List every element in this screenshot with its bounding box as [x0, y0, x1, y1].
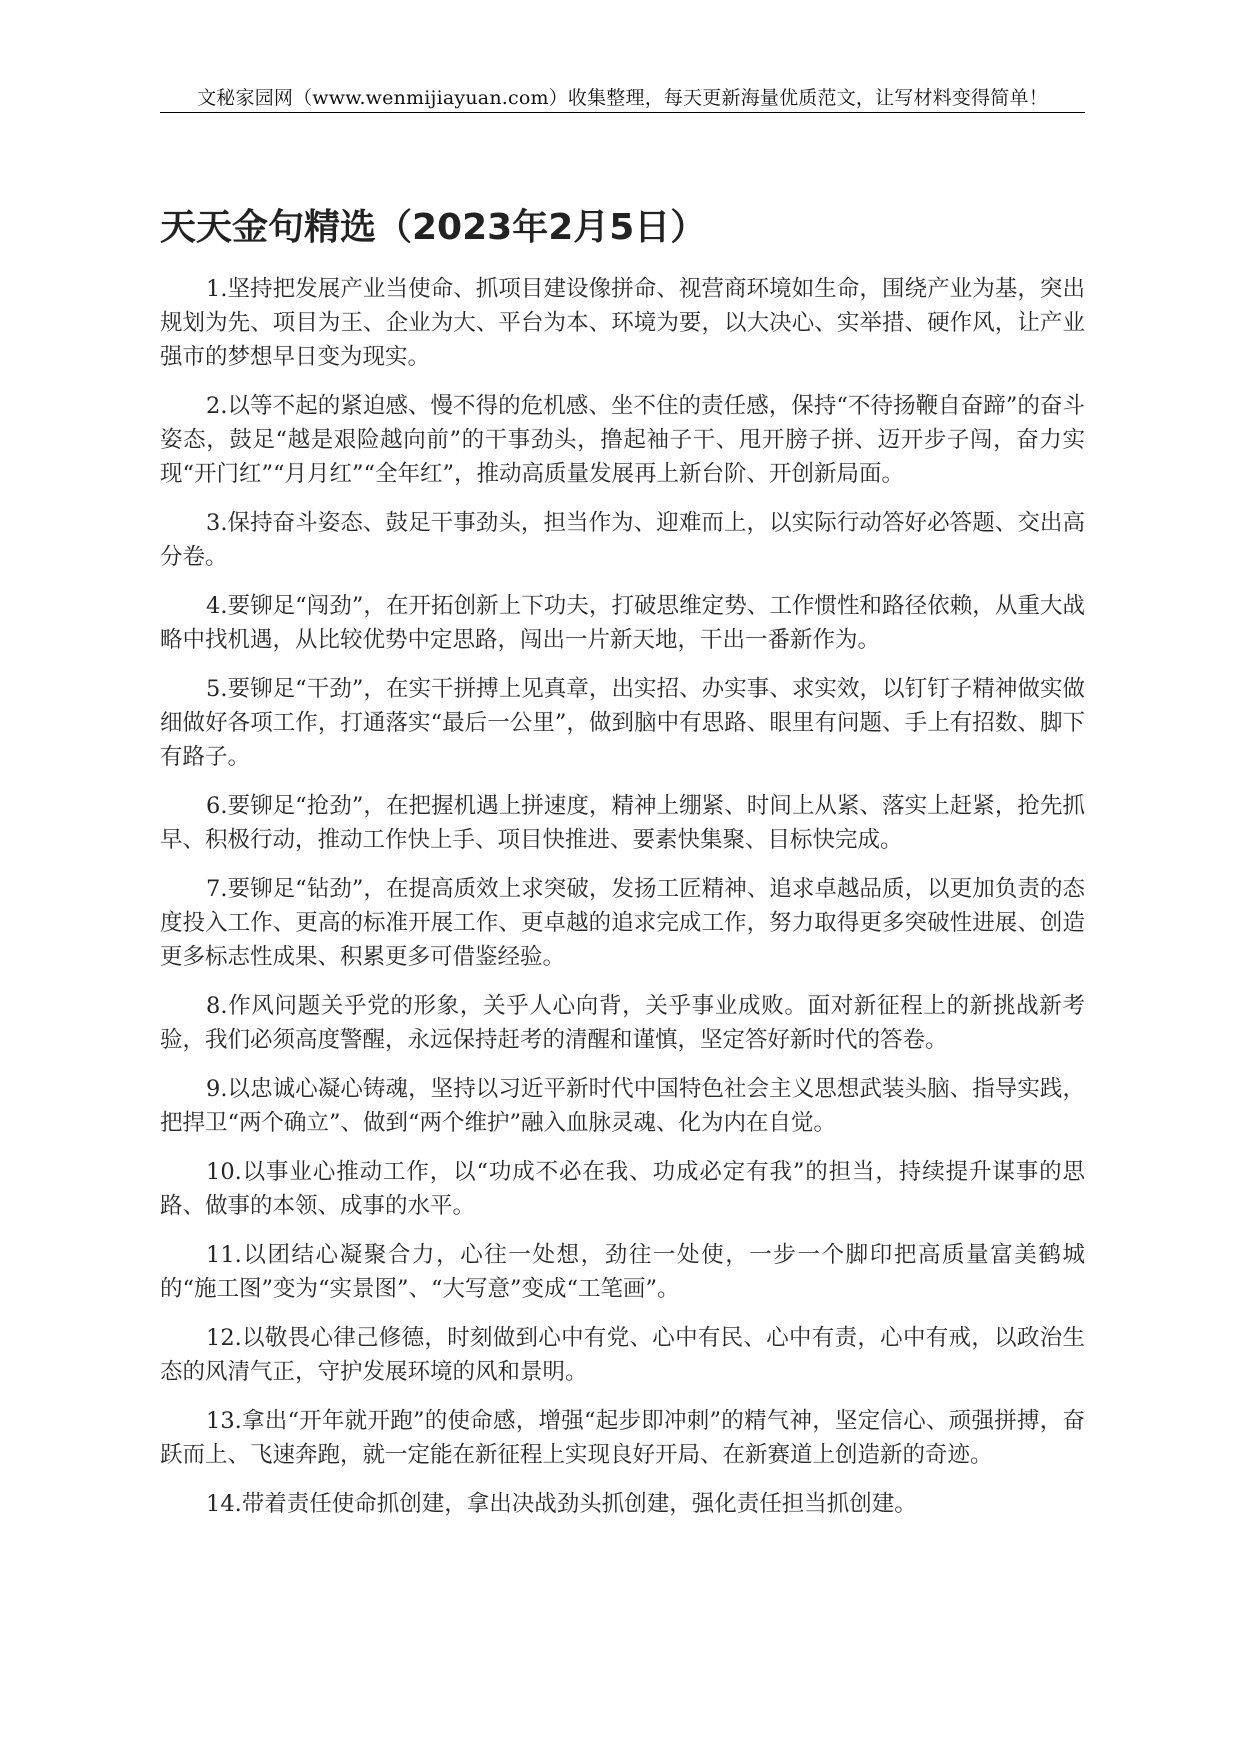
- paragraph-13: 13.拿出“开年就开跑”的使命感，增强“起步即冲刺”的精气神，坚定信心、顽强拼搏，奋跃而上、飞速奔跑，就一定能在新征程上实现良好开局、在新赛道上创造新的奇迹。: [160, 1408, 1085, 1468]
- paragraph-14: 14.带着责任使命抓创建，拿出决战劲头抓创建，强化责任担当抓创建。: [206, 1491, 917, 1517]
- paragraph-3: 3.保持奋斗姿态、鼓足干事劲头，担当作为、迎难而上，以实际行动答好必答题、交出高分卷。: [160, 510, 1085, 570]
- paragraph-12: 12.以敬畏心律己修德，时刻做到心中有党、心中有民、心中有责，心中有戒，以政治生态的风清气正，守护发展环境的风和景明。: [160, 1325, 1085, 1385]
- paragraph-5: 5.要铆足“干劲”，在实干拼搏上见真章，出实招、办实事、求实效，以钉钉子精神做实做细做好各项工作，打通落实“最后一公里”，做到脑中有思路、眼里有问题、手上有招数、脚下有路子。: [160, 676, 1085, 770]
- paragraph-7: 7.要铆足“钻劲”，在提高质效上求突破，发扬工匠精神、追求卓越品质，以更加负责的态度投入工作、更高的标准开展工作、更卓越的追求完成工作，努力取得更多突破性进展、创造更多标志性成果、积累更多可借鉴经验。: [160, 876, 1085, 970]
- paragraph-10: 10.以事业心推动工作，以“功成不必在我、功成必定有我”的担当，持续提升谋事的思路、做事的本领、成事的水平。: [160, 1159, 1085, 1219]
- paragraph-4: 4.要铆足“闯劲”，在开拓创新上下功夫，打破思维定势、工作惯性和路径依赖，从重大战略中找机遇，从比较优势中定思路，闯出一片新天地，干出一番新作为。: [160, 593, 1085, 653]
- document-body: [160, 272, 1085, 1536]
- page-header: 文秘家园网（www.wenmijiayuan.com）收集整理，每天更新海量优质范文，让写材料变得简单！: [160, 86, 1085, 113]
- paragraph-8: 8.作风问题关乎党的形象，关乎人心向背，关乎事业成败。面对新征程上的新挑战新考验，我们必须高度警醒，永远保持赶考的清醒和谨慎，坚定答好新时代的答卷。: [160, 993, 1085, 1053]
- document-title: 天天金句精选（2023年2月5日）: [160, 207, 707, 248]
- paragraph-1: 1.坚持把发展产业当使命、抓项目建设像拼命、视营商环境如生命，围绕产业为基，突出规划为先、项目为王、企业为大、平台为本、环境为要，以大决心、实举措、硬作风，让产业强市的梦想早日变为现实。: [160, 276, 1085, 370]
- paragraph-6: 6.要铆足“抢劲”，在把握机遇上拼速度，精神上绷紧、时间上从紧、落实上赶紧，抢先抓早、积极行动，推动工作快上手、项目快推进、要素快集聚、目标快完成。: [160, 793, 1085, 853]
- paragraph-9: 9.以忠诚心凝心铸魂，坚持以习近平新时代中国特色社会主义思想武装头脑、指导实践，把捍卫“两个确立”、做到“两个维护”融入血脉灵魂、化为内在自觉。: [160, 1076, 1085, 1136]
- paragraph-11: 11.以团结心凝聚合力，心往一处想，劲往一处使，一步一个脚印把高质量富美鹤城的“施工图”变为“实景图”、“大写意”变成“工笔画”。: [160, 1242, 1085, 1302]
- paragraph-2: 2.以等不起的紧迫感、慢不得的危机感、坐不住的责任感，保持“不待扬鞭自奋蹄”的奋斗姿态，鼓足“越是艰险越向前”的干事劲头，撸起袖子干、甩开膀子拼、迈开步子闯，奋力实现“开门红”“月月红”“全年红”，推动高质量发展再上新台阶、开创新局面。: [160, 393, 1085, 487]
